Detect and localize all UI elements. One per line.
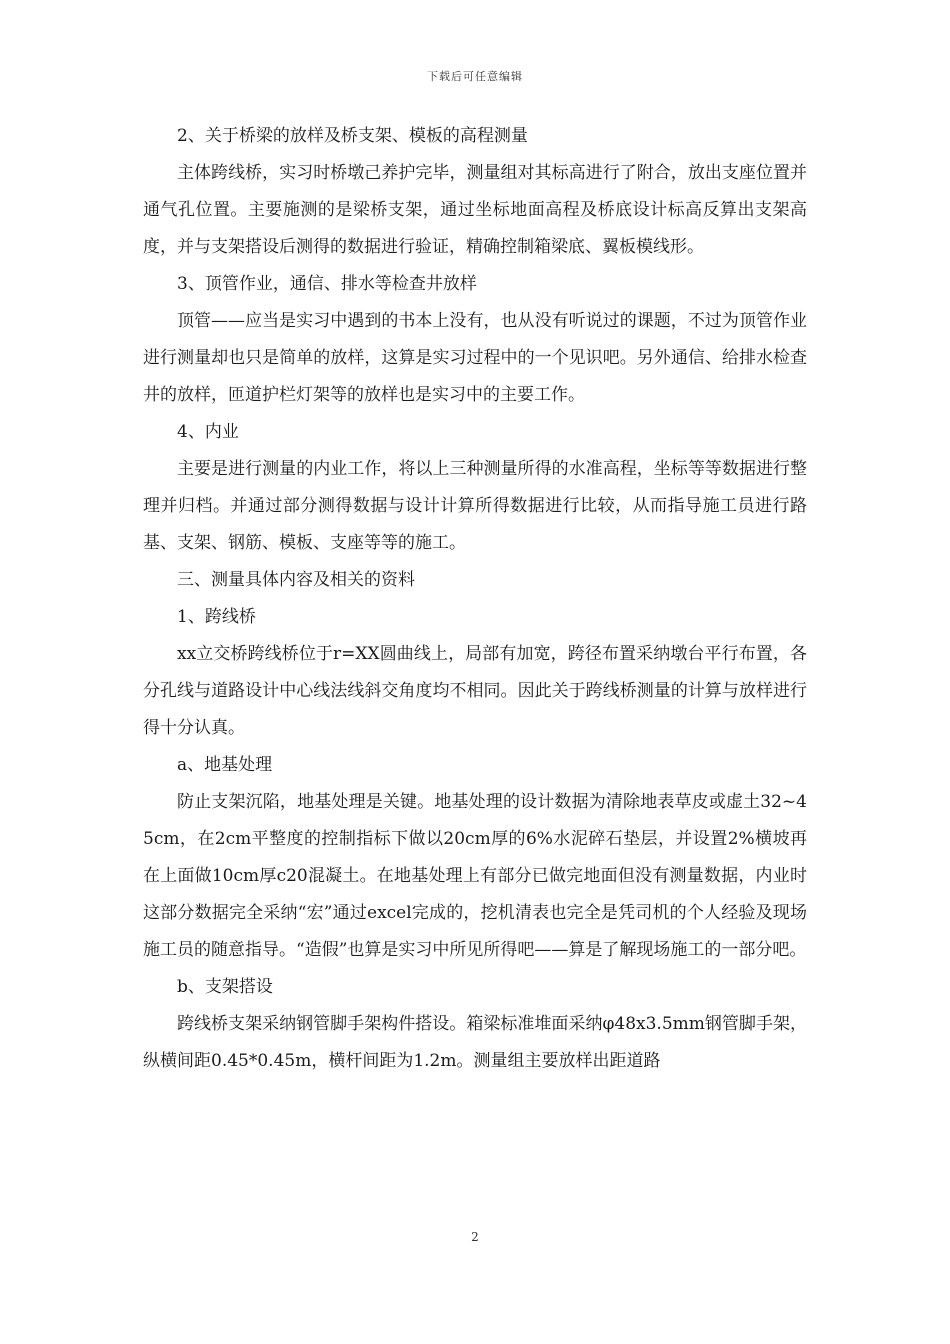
body-paragraph: 主要是进行测量的内业工作，将以上三种测量所得的水准高程，坐标等等数据进行整理并归档。并通过部分测得数据与设计计算所得数据进行比较，从而指导施工员进行路基、支架、钢筋、模板、支座等等的施工。 (143, 459, 807, 553)
page-number: 2 (471, 1230, 479, 1244)
section-heading: 3、顶管作业，通信、排水等检查井放样 (177, 274, 477, 294)
body-paragraph: 跨线桥支架采纳钢管脚手架构件搭设。箱梁标准堆面采纳φ48x3.5mm钢管脚手架，纵横间距0.45*0.45m，横杆间距为1.2m。测量组主要放样出距道路 (143, 1014, 807, 1071)
subsection-heading: a、地基处理 (177, 755, 273, 775)
section-heading: 1、跨线桥 (177, 607, 256, 627)
document-body (143, 118, 807, 1080)
body-paragraph: xx立交桥跨线桥位于r=XX圆曲线上，局部有加宽，跨径布置采纳墩台平行布置，各分孔线与道路设计中心线法线斜交角度均不相同。因此关于跨线桥测量的计算与放样进行得十分认真。 (143, 644, 807, 738)
page-header: 下载后可任意编辑 (427, 70, 523, 83)
body-paragraph: 顶管——应当是实习中遇到的书本上没有，也从没有听说过的课题，不过为顶管作业进行测量却也只是简单的放样，这算是实习过程中的一个见识吧。另外通信、给排水检查井的放样，匝道护栏灯架等的放样也是实习中的主要工作。 (143, 311, 807, 405)
section-heading: 4、内业 (177, 422, 239, 442)
body-paragraph: 防止支架沉陷，地基处理是关键。地基处理的设计数据为清除地表草皮或虚土32~45cm，在2cm平整度的控制指标下做以20cm厚的6%水泥碎石垫层，并设置2%横坡再在上面做10cm厚c20混凝土。在地基处理上有部分已做完地面但没有测量数据，内业时这部分数据完全采纳“宏”通过excel完成的，挖机清表也完全是凭司机的个人经验及现场施工员的随意指导。“造假”也算是实习中所见所得吧——算是了解现场施工的一部分吧。 (143, 792, 807, 960)
subsection-heading: b、支架搭设 (177, 977, 273, 997)
chapter-heading: 三、测量具体内容及相关的资料 (177, 570, 415, 590)
section-heading: 2、关于桥梁的放样及桥支架、模板的高程测量 (177, 126, 528, 146)
body-paragraph: 主体跨线桥，实习时桥墩己养护完毕，测量组对其标高进行了附合，放出支座位置并通气孔位置。主要施测的是梁桥支架，通过坐标地面高程及桥底设计标高反算出支架高度，并与支架搭设后测得的数据进行验证，精确控制箱梁底、翼板模线形。 (143, 163, 807, 257)
